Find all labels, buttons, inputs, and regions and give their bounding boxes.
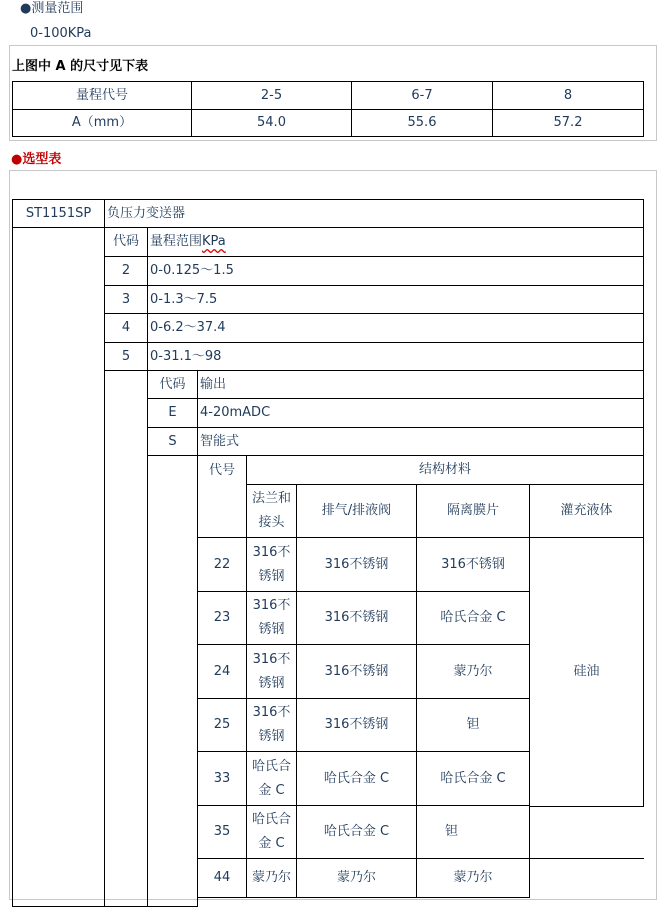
material-fill-empty: [529, 858, 644, 898]
range-value: 0-0.125～1.5: [147, 256, 644, 286]
material-vent: 316不锈钢: [296, 644, 417, 699]
range-code: 3: [104, 285, 148, 314]
dim-header-label: 量程代号: [12, 81, 192, 110]
material-vent-header: 排气/排液阀: [296, 484, 417, 538]
range-value: 0-31.1～98: [147, 342, 644, 371]
model-span-cell: [12, 227, 105, 907]
material-flange: 316不锈钢: [246, 698, 297, 752]
range-header-unit: KPa: [202, 234, 226, 249]
range-span-cell: [104, 370, 148, 907]
material-vent: 316不锈钢: [296, 698, 417, 752]
dim-header-col1: 2-5: [191, 81, 352, 110]
range-value: 0-1.3～7.5: [147, 285, 644, 314]
material-vent: 哈氏合金 C: [296, 751, 417, 806]
material-code: 24: [197, 644, 247, 699]
range-header: [147, 227, 644, 257]
material-code: 23: [197, 591, 247, 645]
material-flange: 哈氏合金 C: [246, 805, 297, 859]
material-flange: 316不锈钢: [246, 591, 297, 645]
material-diaphragm: 蒙乃尔: [416, 644, 530, 699]
range-header-label: 量程范围: [150, 234, 203, 249]
dim-row-col2: 55.6: [351, 109, 493, 137]
output-header: 输出: [197, 370, 644, 399]
output-code: E: [147, 398, 198, 428]
material-diaphragm: 哈氏合金 C: [416, 591, 530, 645]
select-title: ●选型表: [11, 152, 62, 167]
material-vent: 316不锈钢: [296, 537, 417, 592]
material-vent: 316不锈钢: [296, 591, 417, 645]
range-code: 5: [104, 342, 148, 371]
material-diaphragm: 316不锈钢: [416, 537, 530, 592]
dim-title: 上图中 A 的尺寸见下表: [12, 59, 149, 74]
measure-title: ●测量范围: [20, 1, 84, 16]
output-value: 4-20mADC: [197, 398, 644, 428]
material-code: 25: [197, 698, 247, 752]
output-code: S: [147, 427, 198, 456]
range-code: 4: [104, 313, 148, 343]
material-diaphragm-header: 隔离膜片: [416, 484, 530, 538]
material-group-header: 结构材料: [246, 455, 644, 485]
material-code: 33: [197, 751, 247, 806]
model-cell: ST1151SP: [12, 199, 105, 228]
material-code: 22: [197, 537, 247, 592]
material-diaphragm: 蒙乃尔: [416, 858, 530, 898]
dim-row-col1: 54.0: [191, 109, 352, 137]
material-diaphragm: 钽: [416, 805, 530, 859]
material-code: 44: [197, 858, 247, 898]
output-code-header: 代码: [147, 370, 198, 399]
material-vent: 蒙乃尔: [296, 858, 417, 898]
range-value: 0-6.2～37.4: [147, 313, 644, 343]
material-flange: 316不锈钢: [246, 537, 297, 592]
material-vent: 哈氏合金 C: [296, 805, 417, 859]
range-code: 2: [104, 256, 148, 286]
dim-row-col3: 57.2: [492, 109, 644, 137]
material-flange: 316不锈钢: [246, 644, 297, 699]
measure-value: 0-100KPa: [30, 26, 92, 41]
dim-header-col3: 8: [492, 81, 644, 110]
material-flange: 哈氏合金 C: [246, 751, 297, 806]
material-fill-value: 硅油: [529, 537, 644, 807]
model-name-cell: 负压力变送器: [104, 199, 644, 228]
material-diaphragm: 哈氏合金 C: [416, 751, 530, 806]
material-code-header: 代号: [197, 455, 247, 538]
dim-row-label: A（mm）: [12, 109, 192, 137]
range-code-header: 代码: [104, 227, 148, 257]
material-diaphragm: 钽: [416, 698, 530, 752]
material-flange-header: 法兰和接头: [246, 484, 297, 538]
output-value: 智能式: [197, 427, 644, 456]
material-flange: 蒙乃尔: [246, 858, 297, 898]
dim-header-col2: 6-7: [351, 81, 493, 110]
material-fill-header: 灌充液体: [529, 484, 644, 538]
output-span-cell: [147, 455, 198, 907]
material-code: 35: [197, 805, 247, 859]
